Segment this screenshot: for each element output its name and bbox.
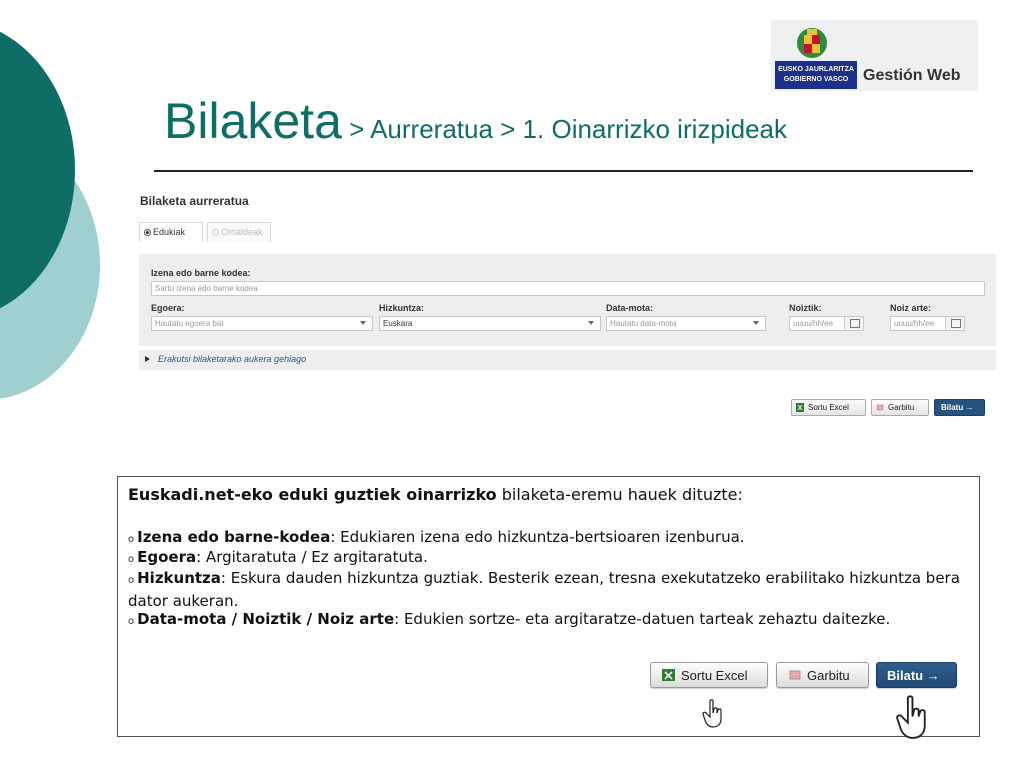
to-date-input[interactable]: uuuu/hh/ee [890, 316, 965, 331]
info-lead: Euskadi.net-eko eduki guztiek oinarrizko bilaketa-eremu hauek dituzte: [128, 485, 743, 504]
name-label: Izena edo barne kodea: [151, 268, 251, 278]
status-select[interactable]: Hautatu egoera bat [151, 316, 373, 331]
bilatu-button[interactable]: Bilatu → [934, 399, 985, 416]
calendar-button[interactable] [844, 317, 863, 330]
status-label: Egoera: [151, 303, 185, 313]
calendar-icon [951, 319, 961, 328]
chevron-down-icon [588, 321, 594, 325]
from-date-input[interactable]: uuuu/hh/ee [789, 316, 864, 331]
eraser-icon [788, 668, 802, 682]
hand-cursor-icon [894, 695, 934, 741]
garbitu-button[interactable]: Garbitu [871, 399, 929, 416]
list-item: o Hizkuntza: Eskura dauden hizkuntza guztiak. Besterik ezean, tresna exekutatzeko erabilitako hizkuntza bera dator aukeran. [128, 569, 960, 610]
title-breadcrumb: > Aurreratua > 1. Oinarrizko irizpideak [341, 114, 787, 144]
info-box [117, 476, 980, 737]
hand-cursor-icon [702, 699, 726, 729]
calendar-icon [850, 319, 860, 328]
tab-orrialdeak[interactable]: Orrialdeak [207, 222, 271, 242]
product-name: Gestión Web [863, 67, 961, 84]
chevron-down-icon [360, 321, 366, 325]
radio-icon [212, 229, 219, 236]
more-options-bar [139, 350, 996, 370]
to-date-label: Noiz arte: [890, 303, 932, 313]
sortu-excel-button[interactable]: Sortu Excel [791, 399, 866, 416]
gobierno-vasco-logo [771, 20, 978, 91]
bilatu-button-large[interactable]: Bilatu → [876, 662, 957, 688]
datetype-select[interactable]: Hautatu data-mota [606, 316, 766, 331]
list-item: o Data-mota / Noiztik / Noiz arte: Edukien sortze- eta argitaratze-datuen tarteak zehaztu daitezke. [128, 610, 891, 628]
name-input[interactable]: Sartu izena edo barne kodea [151, 281, 985, 296]
excel-icon [662, 668, 676, 682]
language-select[interactable]: Euskara [379, 316, 601, 331]
language-label: Hizkuntza: [379, 303, 424, 313]
list-item: o Izena edo barne-kodea: Edukiaren izena edo hizkuntza-bertsioaren izenburua. [128, 528, 745, 546]
datetype-label: Data-mota: [606, 303, 654, 313]
excel-icon [796, 403, 804, 412]
from-date-label: Noiztik: [789, 303, 822, 313]
government-name: EUSKO JAURLARITZA GOBIERNO VASCO [775, 61, 857, 89]
calendar-button[interactable] [945, 317, 964, 330]
sortu-excel-button-large[interactable]: Sortu Excel [650, 662, 768, 688]
title-divider [154, 170, 973, 172]
chevron-down-icon [753, 321, 759, 325]
eraser-icon [876, 403, 884, 412]
list-item: o Egoera: Argitaratuta / Ez argitaratuta. [128, 548, 428, 566]
page-title [164, 92, 787, 150]
coat-of-arms-icon [793, 26, 831, 60]
form-heading: Bilaketa aurreratua [140, 194, 249, 208]
expand-triangle-icon [145, 356, 150, 362]
title-main: Bilaketa [164, 93, 342, 149]
more-options-link[interactable]: Erakutsi bilaketarako aukera gehiago [158, 354, 307, 364]
tab-edukiak[interactable]: Edukiak [139, 222, 203, 242]
radio-icon [144, 229, 151, 236]
search-criteria-panel [139, 254, 996, 346]
garbitu-button-large[interactable]: Garbitu [776, 662, 869, 688]
